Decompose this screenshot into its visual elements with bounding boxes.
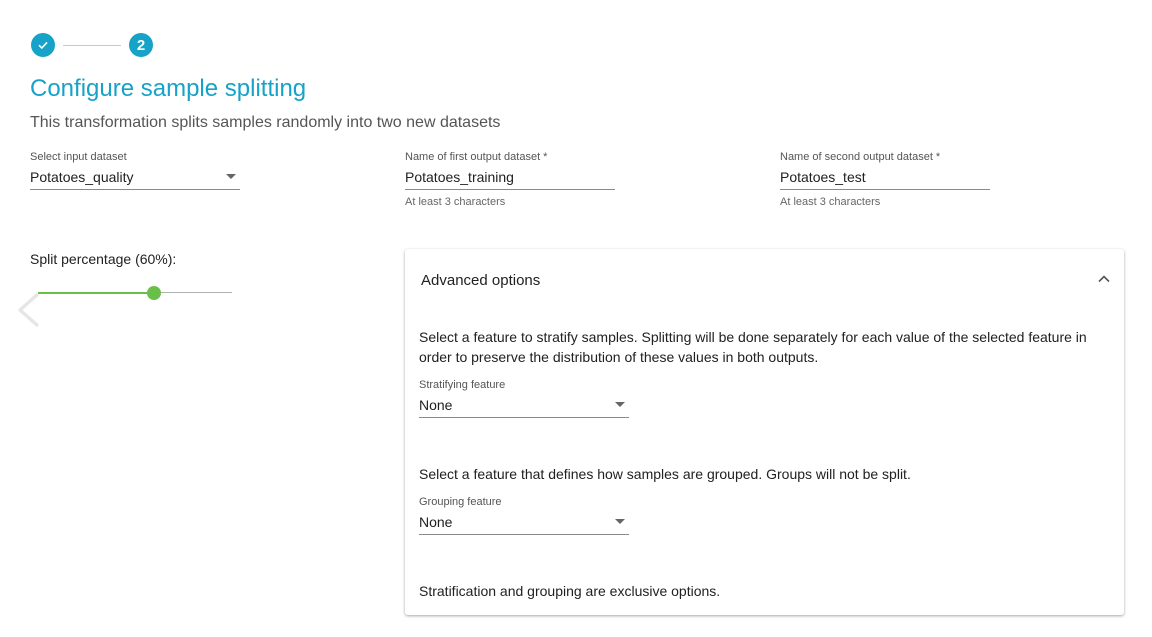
split-percentage-label: Split percentage (60%): (30, 251, 177, 267)
grouping-feature-select[interactable] (419, 495, 629, 535)
page-title: Configure sample splitting (30, 75, 307, 102)
grouping-feature-label: Grouping feature (419, 496, 502, 508)
first-output-hint: At least 3 characters (405, 196, 506, 208)
input-dataset-value[interactable]: Potatoes_quality (30, 169, 134, 185)
second-output-input[interactable]: Potatoes_test (780, 169, 866, 185)
dropdown-arrow-icon[interactable] (615, 402, 625, 407)
slider-track-active (38, 292, 154, 294)
slider-track[interactable] (154, 292, 232, 293)
check-icon (37, 39, 49, 51)
first-output-field[interactable] (405, 150, 615, 208)
dropdown-arrow-icon[interactable] (615, 519, 625, 524)
input-underline (419, 534, 629, 535)
dropdown-arrow-icon[interactable] (226, 174, 236, 179)
step-connector (63, 45, 121, 46)
stratifying-feature-label: Stratifying feature (419, 379, 506, 391)
chevron-up-icon[interactable] (1096, 271, 1112, 287)
stratifying-feature-value[interactable]: None (419, 397, 453, 413)
input-underline (405, 189, 615, 190)
exclusive-note: Stratification and grouping are exclusive options. (419, 583, 721, 599)
page-subtitle: This transformation splits samples randomly into two new datasets (30, 114, 501, 131)
slider-thumb[interactable] (147, 286, 161, 300)
input-dataset-label: Select input dataset (30, 151, 127, 163)
grouping-feature-value[interactable]: None (419, 514, 453, 530)
second-output-hint: At least 3 characters (780, 196, 881, 208)
step-2-current[interactable]: 2 (129, 33, 153, 57)
split-slider[interactable] (38, 283, 232, 303)
input-underline (780, 189, 990, 190)
stratifying-feature-select[interactable] (419, 378, 629, 418)
group-description: Select a feature that defines how samples are grouped. Groups will not be split. (419, 466, 911, 482)
step-1-complete[interactable] (31, 33, 55, 57)
advanced-options-panel (405, 249, 1124, 615)
stepper (31, 33, 161, 57)
input-dataset-select[interactable] (30, 150, 240, 190)
chevron-left-icon[interactable] (14, 290, 50, 330)
first-output-input[interactable]: Potatoes_training (405, 169, 514, 185)
second-output-label: Name of second output dataset * (780, 151, 941, 163)
advanced-options-title[interactable]: Advanced options (421, 272, 541, 289)
first-output-label: Name of first output dataset * (405, 151, 548, 163)
stratify-description: Select a feature to stratify samples. Splitting will be done separately for each value of the selected feature in order to preserve the distribution of these values in both outputs. (419, 329, 1087, 365)
second-output-field[interactable] (780, 150, 990, 208)
input-underline (419, 417, 629, 418)
input-underline (30, 189, 240, 190)
